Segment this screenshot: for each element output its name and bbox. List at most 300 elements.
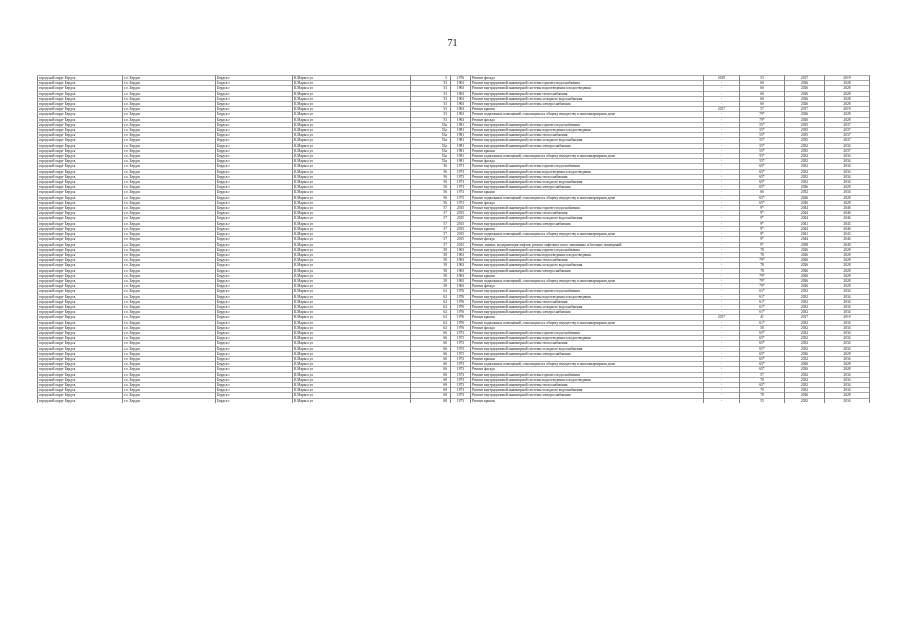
last-repair-year-cell: - <box>704 336 740 341</box>
okrug-cell: городской округ Бердск <box>38 159 123 164</box>
plan-start-cell: 2032 <box>785 310 825 315</box>
gorod-cell: г.о. Бердск <box>123 315 216 320</box>
okrug-cell: городской округ Бердск <box>38 268 123 273</box>
plan-end-cell: 2028 <box>825 393 870 398</box>
wear-percent-cell: 65* <box>740 356 785 361</box>
house-number-cell: 66 <box>411 341 451 346</box>
gorod-cell: г.о. Бердск <box>123 252 216 257</box>
plan-start-cell: 2026 <box>785 247 825 252</box>
okrug-cell: городской округ Бердск <box>38 351 123 356</box>
plan-start-cell: 2032 <box>785 180 825 185</box>
last-repair-year-cell: - <box>704 320 740 325</box>
last-repair-year-cell: - <box>704 299 740 304</box>
settlement-cell: Бердск г <box>216 185 293 190</box>
okrug-cell: городской округ Бердск <box>38 304 123 309</box>
street-cell: К.Маркса ул <box>293 81 411 86</box>
okrug-cell: городской округ Бердск <box>38 226 123 231</box>
plan-start-cell: 2044 <box>785 211 825 216</box>
last-repair-year-cell: - <box>704 278 740 283</box>
settlement-cell: Бердск г <box>216 258 293 263</box>
okrug-cell: городской округ Бердск <box>38 169 123 174</box>
plan-start-cell: 2032 <box>785 388 825 393</box>
build-year-cell: 1973 <box>451 377 471 382</box>
plan-start-cell: 2044 <box>785 216 825 221</box>
plan-end-cell: 2034 <box>825 294 870 299</box>
settlement-cell: Бердск г <box>216 304 293 309</box>
table-row <box>38 398 870 403</box>
wear-percent-cell: 70 <box>740 377 785 382</box>
build-year-cell: 2015 <box>451 206 471 211</box>
house-number-cell: 58 <box>411 247 451 252</box>
build-year-cell: 1963 <box>451 96 471 101</box>
house-number-cell: 68 <box>411 382 451 387</box>
house-number-cell: 57 <box>411 206 451 211</box>
okrug-cell: городской округ Бердск <box>38 232 123 237</box>
build-year-cell: 1976 <box>451 325 471 330</box>
house-number-cell: 56 <box>411 200 451 205</box>
street-cell: К.Маркса ул <box>293 377 411 382</box>
settlement-cell: Бердск г <box>216 341 293 346</box>
build-year-cell: 1973 <box>451 341 471 346</box>
plan-end-cell: 2028 <box>825 247 870 252</box>
build-year-cell: 1973 <box>451 351 471 356</box>
house-number-cell: 62 <box>411 315 451 320</box>
last-repair-year-cell: - <box>704 122 740 127</box>
okrug-cell: городской округ Бердск <box>38 143 123 148</box>
house-number-cell: 66 <box>411 351 451 356</box>
gorod-cell: г.о. Бердск <box>123 278 216 283</box>
okrug-cell: городской округ Бердск <box>38 336 123 341</box>
work-type-cell: Ремонт фасада <box>471 76 704 81</box>
gorod-cell: г.о. Бердск <box>123 216 216 221</box>
gorod-cell: г.о. Бердск <box>123 154 216 159</box>
wear-percent-cell: 65* <box>740 341 785 346</box>
work-type-cell: Ремонт фасада <box>471 117 704 122</box>
gorod-cell: г.о. Бердск <box>123 263 216 268</box>
last-repair-year-cell: - <box>704 341 740 346</box>
build-year-cell: 2015 <box>451 226 471 231</box>
plan-end-cell: 2034 <box>825 174 870 179</box>
house-number-cell: 58 <box>411 284 451 289</box>
okrug-cell: городской округ Бердск <box>38 154 123 159</box>
gorod-cell: г.о. Бердск <box>123 304 216 309</box>
build-year-cell: 1976 <box>451 315 471 320</box>
settlement-cell: Бердск г <box>216 148 293 153</box>
last-repair-year-cell: - <box>704 351 740 356</box>
plan-start-cell: 2026 <box>785 393 825 398</box>
settlement-cell: Бердск г <box>216 289 293 294</box>
gorod-cell: г.о. Бердск <box>123 289 216 294</box>
gorod-cell: г.о. Бердск <box>123 169 216 174</box>
plan-start-cell: 2026 <box>785 86 825 91</box>
last-repair-year-cell: - <box>704 346 740 351</box>
house-number-cell: 68 <box>411 372 451 377</box>
build-year-cell: 1963 <box>451 268 471 273</box>
plan-end-cell: 2046 <box>825 206 870 211</box>
okrug-cell: городской округ Бердск <box>38 278 123 283</box>
settlement-cell: Бердск г <box>216 133 293 138</box>
wear-percent-cell: 9* <box>740 206 785 211</box>
work-type-cell: Ремонт внутридомовой инженерной системы электроснабжения <box>471 143 704 148</box>
plan-end-cell: 2034 <box>825 304 870 309</box>
last-repair-year-cell: - <box>704 174 740 179</box>
plan-end-cell: 2028 <box>825 96 870 101</box>
plan-start-cell: 2017 <box>785 76 825 81</box>
plan-end-cell: 2037 <box>825 122 870 127</box>
work-type-cell: Ремонт внутридомовой инженерной системы электроснабжения <box>471 268 704 273</box>
work-type-cell: Ремонт внутридомовой инженерной системы холодного водоснабжения <box>471 346 704 351</box>
plan-end-cell: 2028 <box>825 117 870 122</box>
wear-percent-cell: 60 <box>740 91 785 96</box>
street-cell: К.Маркса ул <box>293 138 411 143</box>
work-type-cell: Ремонт фасада <box>471 367 704 372</box>
plan-start-cell: 2026 <box>785 96 825 101</box>
build-year-cell: 1981 <box>451 148 471 153</box>
gorod-cell: г.о. Бердск <box>123 148 216 153</box>
work-type-cell: Ремонт внутридомовой инженерной системы теплоснабжения <box>471 91 704 96</box>
build-year-cell: 1981 <box>451 143 471 148</box>
street-cell: К.Маркса ул <box>293 284 411 289</box>
plan-end-cell: 2034 <box>825 164 870 169</box>
plan-end-cell: 2028 <box>825 362 870 367</box>
plan-end-cell: 2037 <box>825 148 870 153</box>
okrug-cell: городской округ Бердск <box>38 252 123 257</box>
wear-percent-cell: 41 <box>740 315 785 320</box>
plan-end-cell: 2040 <box>825 242 870 247</box>
okrug-cell: городской округ Бердск <box>38 263 123 268</box>
gorod-cell: г.о. Бердск <box>123 320 216 325</box>
plan-start-cell: 2044 <box>785 206 825 211</box>
wear-percent-cell: 9* <box>740 221 785 226</box>
last-repair-year-cell: - <box>704 388 740 393</box>
work-type-cell: Ремонт крыши <box>471 226 704 231</box>
street-cell: К.Маркса ул <box>293 341 411 346</box>
gorod-cell: г.о. Бердск <box>123 138 216 143</box>
build-year-cell: 1976 <box>451 299 471 304</box>
last-repair-year-cell: - <box>704 393 740 398</box>
plan-start-cell: 2026 <box>785 91 825 96</box>
okrug-cell: городской округ Бердск <box>38 174 123 179</box>
work-type-cell: Ремонт внутридомовой инженерной системы горячего водоснабжения <box>471 206 704 211</box>
settlement-cell: Бердск г <box>216 91 293 96</box>
okrug-cell: городской округ Бердск <box>38 180 123 185</box>
last-repair-year-cell: - <box>704 169 740 174</box>
plan-start-cell: 2026 <box>785 252 825 257</box>
work-type-cell: Ремонт внутридомовой инженерной системы электроснабжения <box>471 351 704 356</box>
house-number-cell: 53 <box>411 102 451 107</box>
house-number-cell: 66 <box>411 336 451 341</box>
gorod-cell: г.о. Бердск <box>123 346 216 351</box>
okrug-cell: городской округ Бердск <box>38 200 123 205</box>
gorod-cell: г.о. Бердск <box>123 336 216 341</box>
street-cell: К.Маркса ул <box>293 206 411 211</box>
last-repair-year-cell: - <box>704 206 740 211</box>
settlement-cell: Бердск г <box>216 284 293 289</box>
build-year-cell: 1973 <box>451 330 471 335</box>
okrug-cell: городской округ Бердск <box>38 117 123 122</box>
last-repair-year-cell: - <box>704 273 740 278</box>
plan-end-cell: 2034 <box>825 388 870 393</box>
last-repair-year-cell: 2017 <box>704 107 740 112</box>
wear-percent-cell: 65* <box>740 336 785 341</box>
street-cell: К.Маркса ул <box>293 393 411 398</box>
last-repair-year-cell: - <box>704 117 740 122</box>
street-cell: К.Маркса ул <box>293 258 411 263</box>
gorod-cell: г.о. Бердск <box>123 247 216 252</box>
build-year-cell: 1973 <box>451 180 471 185</box>
plan-end-cell: 2046 <box>825 226 870 231</box>
plan-end-cell: 2028 <box>825 185 870 190</box>
plan-end-cell: 2034 <box>825 180 870 185</box>
last-repair-year-cell: - <box>704 133 740 138</box>
okrug-cell: городской округ Бердск <box>38 216 123 221</box>
settlement-cell: Бердск г <box>216 346 293 351</box>
gorod-cell: г.о. Бердск <box>123 190 216 195</box>
okrug-cell: городской округ Бердск <box>38 258 123 263</box>
street-cell: К.Маркса ул <box>293 107 411 112</box>
last-repair-year-cell: - <box>704 180 740 185</box>
plan-end-cell: 2019 <box>825 315 870 320</box>
work-type-cell: Ремонт внутридомовой инженерной системы теплоснабжения <box>471 174 704 179</box>
build-year-cell: 1976 <box>451 76 471 81</box>
plan-start-cell: 2032 <box>785 356 825 361</box>
house-number-cell: 56 <box>411 190 451 195</box>
plan-start-cell: 2032 <box>785 346 825 351</box>
plan-end-cell: 2034 <box>825 382 870 387</box>
settlement-cell: Бердск г <box>216 273 293 278</box>
last-repair-year-cell: - <box>704 377 740 382</box>
street-cell: К.Маркса ул <box>293 315 411 320</box>
last-repair-year-cell: - <box>704 304 740 309</box>
okrug-cell: городской округ Бердск <box>38 341 123 346</box>
wear-percent-cell: 9* <box>740 211 785 216</box>
gorod-cell: г.о. Бердск <box>123 164 216 169</box>
wear-percent-cell: 65* <box>740 200 785 205</box>
build-year-cell: 1976 <box>451 304 471 309</box>
settlement-cell: Бердск г <box>216 362 293 367</box>
settlement-cell: Бердск г <box>216 159 293 164</box>
settlement-cell: Бердск г <box>216 237 293 242</box>
street-cell: К.Маркса ул <box>293 195 411 200</box>
gorod-cell: г.о. Бердск <box>123 128 216 133</box>
last-repair-year-cell: - <box>704 190 740 195</box>
gorod-cell: г.о. Бердск <box>123 398 216 403</box>
wear-percent-cell: 79* <box>740 117 785 122</box>
work-type-cell: Ремонт внутридомовой инженерной системы теплоснабжения <box>471 133 704 138</box>
house-number-cell: 53 <box>411 81 451 86</box>
wear-percent-cell: 55* <box>740 122 785 127</box>
house-number-cell: 53а <box>411 128 451 133</box>
okrug-cell: городской округ Бердск <box>38 221 123 226</box>
plan-end-cell: 2034 <box>825 310 870 315</box>
wear-percent-cell: 70 <box>740 388 785 393</box>
okrug-cell: городской округ Бердск <box>38 310 123 315</box>
last-repair-year-cell: - <box>704 258 740 263</box>
okrug-cell: городской округ Бердск <box>38 86 123 91</box>
plan-start-cell: 2026 <box>785 362 825 367</box>
settlement-cell: Бердск г <box>216 128 293 133</box>
house-number-cell: 53а <box>411 143 451 148</box>
wear-percent-cell: 66 <box>740 190 785 195</box>
plan-start-cell: 2032 <box>785 398 825 403</box>
wear-percent-cell: 65* <box>740 367 785 372</box>
gorod-cell: г.о. Бердск <box>123 268 216 273</box>
plan-start-cell: 2032 <box>785 330 825 335</box>
plan-start-cell: 2044 <box>785 226 825 231</box>
plan-start-cell: 2032 <box>785 159 825 164</box>
build-year-cell: 1963 <box>451 117 471 122</box>
okrug-cell: городской округ Бердск <box>38 356 123 361</box>
last-repair-year-cell: - <box>704 372 740 377</box>
street-cell: К.Маркса ул <box>293 96 411 101</box>
okrug-cell: городской округ Бердск <box>38 346 123 351</box>
okrug-cell: городской округ Бердск <box>38 325 123 330</box>
wear-percent-cell: 57 <box>740 107 785 112</box>
house-number-cell: 53а <box>411 159 451 164</box>
plan-start-cell: 2035 <box>785 148 825 153</box>
build-year-cell: 1963 <box>451 91 471 96</box>
gorod-cell: г.о. Бердск <box>123 232 216 237</box>
work-type-cell: Ремонт подвальных помещений, относящихся к общему имуществу в многоквартирном доме <box>471 278 704 283</box>
wear-percent-cell: 60 <box>740 86 785 91</box>
street-cell: К.Маркса ул <box>293 164 411 169</box>
build-year-cell: 1963 <box>451 252 471 257</box>
house-number-cell: 58 <box>411 278 451 283</box>
plan-end-cell: 2028 <box>825 102 870 107</box>
street-cell: К.Маркса ул <box>293 325 411 330</box>
last-repair-year-cell: - <box>704 164 740 169</box>
plan-end-cell: 2028 <box>825 200 870 205</box>
work-type-cell: Ремонт внутридомовой инженерной системы холодного водоснабжения <box>471 96 704 101</box>
build-year-cell: 1976 <box>451 310 471 315</box>
settlement-cell: Бердск г <box>216 367 293 372</box>
work-type-cell: Ремонт внутридомовой инженерной системы электроснабжения <box>471 102 704 107</box>
plan-end-cell: 2043 <box>825 232 870 237</box>
gorod-cell: г.о. Бердск <box>123 226 216 231</box>
wear-percent-cell: 9* <box>740 226 785 231</box>
work-type-cell: Ремонт внутридомовой инженерной системы водоотведения и водоотведения <box>471 377 704 382</box>
house-number-cell: 57 <box>411 221 451 226</box>
settlement-cell: Бердск г <box>216 268 293 273</box>
okrug-cell: городской округ Бердск <box>38 102 123 107</box>
plan-start-cell: 2032 <box>785 154 825 159</box>
okrug-cell: городской округ Бердск <box>38 185 123 190</box>
build-year-cell: 1973 <box>451 174 471 179</box>
street-cell: К.Маркса ул <box>293 330 411 335</box>
settlement-cell: Бердск г <box>216 174 293 179</box>
work-type-cell: Ремонт крыши <box>471 273 704 278</box>
settlement-cell: Бердск г <box>216 315 293 320</box>
gorod-cell: г.о. Бердск <box>123 117 216 122</box>
wear-percent-cell: 65* <box>740 164 785 169</box>
plan-end-cell: 2034 <box>825 356 870 361</box>
last-repair-year-cell: - <box>704 242 740 247</box>
plan-start-cell: 2032 <box>785 164 825 169</box>
plan-end-cell: 2046 <box>825 237 870 242</box>
plan-end-cell: 2034 <box>825 289 870 294</box>
street-cell: К.Маркса ул <box>293 351 411 356</box>
settlement-cell: Бердск г <box>216 169 293 174</box>
work-type-cell: Ремонт внутридомовой инженерной системы горячего водоснабжения <box>471 372 704 377</box>
street-cell: К.Маркса ул <box>293 356 411 361</box>
wear-percent-cell: 78 <box>740 252 785 257</box>
okrug-cell: городской округ Бердск <box>38 190 123 195</box>
settlement-cell: Бердск г <box>216 190 293 195</box>
build-year-cell: 1976 <box>451 320 471 325</box>
build-year-cell: 1963 <box>451 107 471 112</box>
okrug-cell: городской округ Бердск <box>38 247 123 252</box>
street-cell: К.Маркса ул <box>293 112 411 117</box>
plan-start-cell: 2032 <box>785 190 825 195</box>
plan-start-cell: 2035 <box>785 138 825 143</box>
plan-end-cell: 2043 <box>825 221 870 226</box>
work-type-cell: Ремонт внутридомовой инженерной системы холодного водоснабжения <box>471 388 704 393</box>
last-repair-year-cell: - <box>704 382 740 387</box>
plan-start-cell: 2044 <box>785 237 825 242</box>
house-number-cell: 56 <box>411 180 451 185</box>
wear-percent-cell: 55* <box>740 148 785 153</box>
last-repair-year-cell: - <box>704 221 740 226</box>
build-year-cell: 2015 <box>451 237 471 242</box>
plan-end-cell: 2028 <box>825 284 870 289</box>
settlement-cell: Бердск г <box>216 96 293 101</box>
build-year-cell: 1973 <box>451 382 471 387</box>
wear-percent-cell: 60 <box>740 96 785 101</box>
wear-percent-cell: 61* <box>740 299 785 304</box>
wear-percent-cell: 65* <box>740 351 785 356</box>
settlement-cell: Бердск г <box>216 122 293 127</box>
okrug-cell: городской округ Бердск <box>38 388 123 393</box>
gorod-cell: г.о. Бердск <box>123 159 216 164</box>
gorod-cell: г.о. Бердск <box>123 330 216 335</box>
plan-end-cell: 2028 <box>825 351 870 356</box>
gorod-cell: г.о. Бердск <box>123 393 216 398</box>
build-year-cell: 1976 <box>451 289 471 294</box>
gorod-cell: г.о. Бердск <box>123 341 216 346</box>
last-repair-year-cell: - <box>704 159 740 164</box>
build-year-cell: 1963 <box>451 81 471 86</box>
settlement-cell: Бердск г <box>216 107 293 112</box>
house-number-cell: 53а <box>411 154 451 159</box>
plan-end-cell: 2046 <box>825 216 870 221</box>
wear-percent-cell: 65* <box>740 174 785 179</box>
build-year-cell: 1973 <box>451 195 471 200</box>
gorod-cell: г.о. Бердск <box>123 377 216 382</box>
work-type-cell: Ремонт крыши <box>471 148 704 153</box>
gorod-cell: г.о. Бердск <box>123 76 216 81</box>
street-cell: К.Маркса ул <box>293 174 411 179</box>
settlement-cell: Бердск г <box>216 86 293 91</box>
street-cell: К.Маркса ул <box>293 159 411 164</box>
gorod-cell: г.о. Бердск <box>123 388 216 393</box>
build-year-cell: 1981 <box>451 154 471 159</box>
plan-start-cell: 2017 <box>785 107 825 112</box>
wear-percent-cell: 65* <box>740 195 785 200</box>
okrug-cell: городской округ Бердск <box>38 320 123 325</box>
wear-percent-cell: 57 <box>740 372 785 377</box>
settlement-cell: Бердск г <box>216 382 293 387</box>
plan-end-cell: 2028 <box>825 263 870 268</box>
work-type-cell: Ремонт внутридомовой инженерной системы горячего водоснабжения <box>471 164 704 169</box>
okrug-cell: городской округ Бердск <box>38 96 123 101</box>
street-cell: К.Маркса ул <box>293 185 411 190</box>
build-year-cell: 1981 <box>451 159 471 164</box>
house-number-cell: 53а <box>411 138 451 143</box>
build-year-cell: 1973 <box>451 200 471 205</box>
build-year-cell: 1963 <box>451 278 471 283</box>
last-repair-year-cell: - <box>704 200 740 205</box>
settlement-cell: Бердск г <box>216 221 293 226</box>
